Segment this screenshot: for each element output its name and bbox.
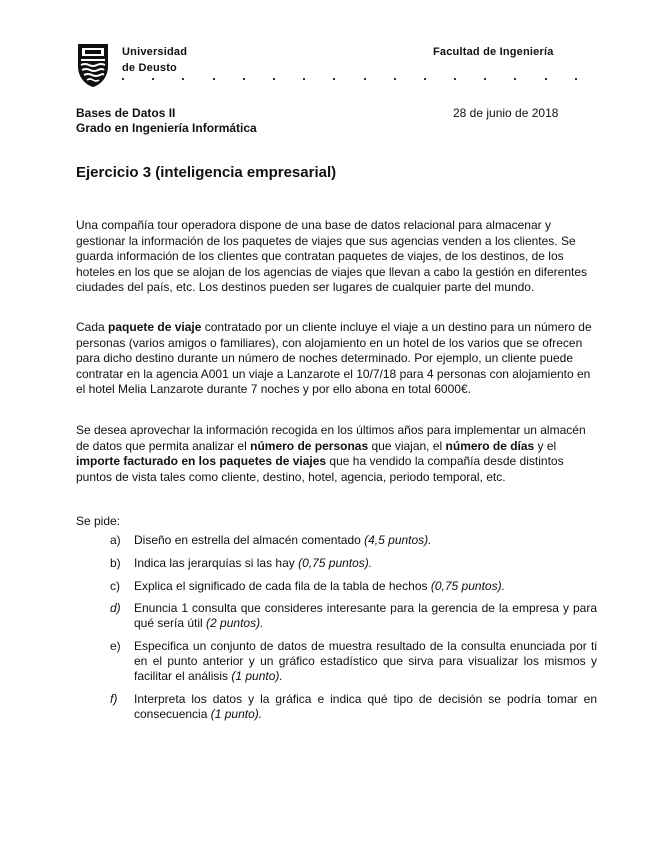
paragraph-context: Una compañía tour operadora dispone de una base de datos relacional para almacenar y gestionar la información de los paquetes de viajes que sus agencias venden a los clientes. Se guarda información de los clientes que contratan paquetes de viajes, de los destinos, de los hoteles en los que se alojan de los agencias de viajes que llevan a cabo la gestión en diferentes ciudades del país, etc. Los destinos pueden ser lugares de cualquier parte del mundo. <box>76 218 588 295</box>
text-run: que ha vendido la compañía desde distintos puntos de vista tales como cliente, destino, hotel, agencia, periodo temporal, etc. <box>76 454 564 484</box>
list-item <box>110 579 597 594</box>
list-item <box>110 601 597 631</box>
item-text: Explica el significado de cada fila de la tabla de hechos <box>134 578 431 593</box>
faculty-name: Facultad de Ingeniería <box>433 46 554 58</box>
item-points: (1 punto). <box>210 706 263 721</box>
item-text: Especifica un conjunto de datos de muestra resultado de la consulta enunciada por ti en el punto anterior y un gráfico estadístico que sirva para visualizar los mismos y facilitar el análisis <box>134 639 597 684</box>
item-label: f) <box>110 691 118 706</box>
item-label: b) <box>110 555 121 570</box>
exercise-title: Ejercicio 3 (inteligencia empresarial) <box>76 164 337 181</box>
letterhead <box>76 42 576 92</box>
bold-term: paquete de viaje <box>108 320 202 334</box>
text-run: y el <box>534 438 557 453</box>
item-points: (0,75 puntos). <box>430 578 505 593</box>
deusto-crest-icon <box>76 42 110 88</box>
text-run: Se desea aprovechar la información recogida en los últimos años para implementar un almacén de datos que permita analizar el <box>76 423 586 453</box>
dotted-rule <box>122 78 577 84</box>
course-info <box>76 106 257 136</box>
item-text: Indica las jerarquías si las hay <box>134 555 299 570</box>
university-name <box>122 44 187 76</box>
item-label: d) <box>110 601 121 616</box>
tasks-heading: Se pide: <box>76 514 121 528</box>
text-run: Cada <box>76 320 109 334</box>
item-points: (4,5 puntos). <box>364 533 432 547</box>
text-run: que viajan, el <box>368 438 446 453</box>
university-line-1: Universidad <box>122 46 188 58</box>
list-item <box>110 533 597 548</box>
item-points: (1 punto). <box>231 669 283 684</box>
item-label: a) <box>110 533 121 547</box>
paragraph-goal <box>76 423 596 485</box>
item-text: Enuncia 1 consulta que consideres interesante para la gerencia de la empresa y para qué sería útil <box>134 601 597 631</box>
list-item <box>110 556 597 571</box>
item-label: c) <box>110 578 120 593</box>
item-text: Interpreta los datos y la gráfica e indica qué tipo de decisión se podría tomar en consecuencia <box>134 691 597 721</box>
paragraph-package <box>76 320 596 398</box>
university-line-2: de Deusto <box>122 62 177 74</box>
degree-name: Grado en Ingeniería Informática <box>76 121 257 135</box>
bold-term: número de personas <box>250 438 369 453</box>
list-item <box>110 692 597 722</box>
item-points: (0,75 puntos). <box>298 555 373 570</box>
exam-date: 28 de junio de 2018 <box>453 106 559 120</box>
item-points: (2 puntos). <box>206 616 264 631</box>
list-item <box>110 639 597 684</box>
item-label: e) <box>110 639 121 654</box>
bold-term: número de días <box>445 438 535 453</box>
task-list <box>110 533 597 730</box>
course-name: Bases de Datos II <box>76 106 176 120</box>
text-run: contratado por un cliente incluye el viaje a un destino para un número de personas (varios amigos o familiares), con alojamiento en un hotel de los varios que se ofrecen para dicho destino durante un número de noches determinado. Por ejemplo, un cliente puede contratar en la agencia A001 un viaje a Lanzarote el 10/7/18 para 4 personas con alojamiento en el hotel Melia Lanzarote durante 7 noches y por ello abona en total 6000€. <box>76 320 592 397</box>
item-text: Diseño en estrella del almacén comentado <box>134 533 365 547</box>
bold-term: importe facturado en los paquetes de viajes <box>76 454 327 469</box>
